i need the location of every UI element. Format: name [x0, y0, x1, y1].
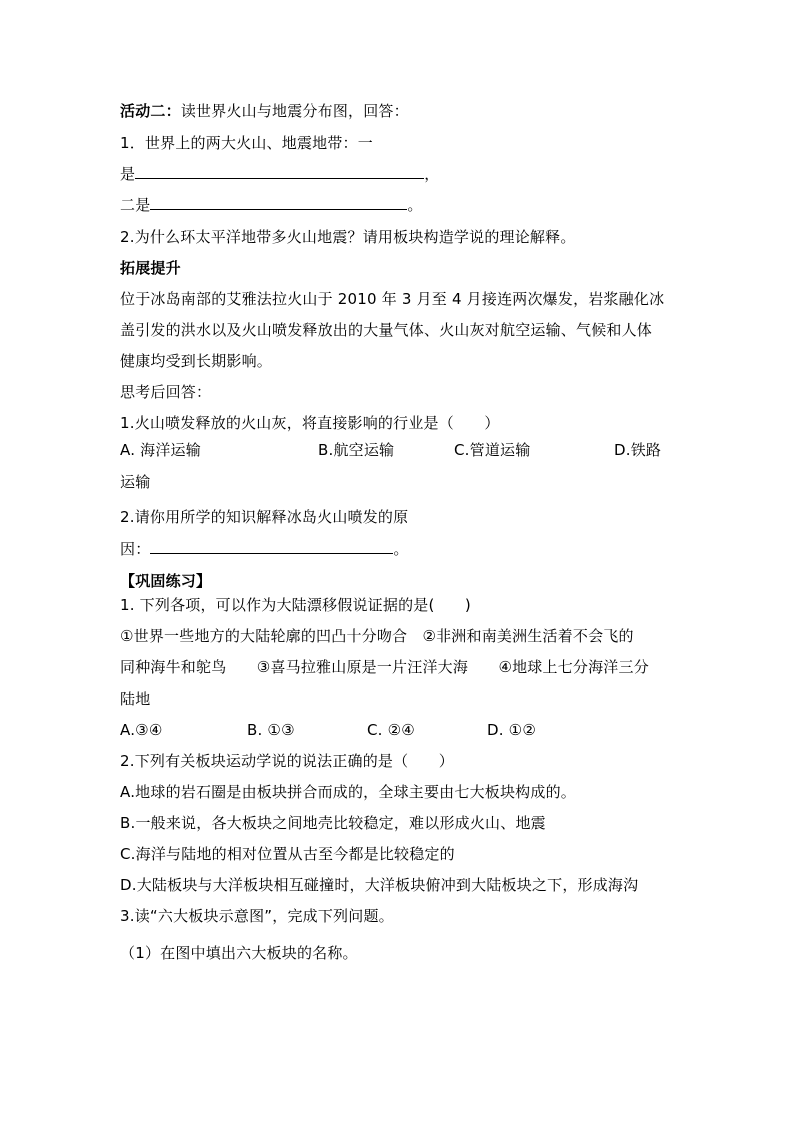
practice-q1-line3: 同种海牛和鸵鸟 ③喜马拉雅山原是一片汪洋大海 ④地球上七分海洋三分 [120, 658, 649, 676]
extension-q2-line2 [120, 539, 409, 559]
option-b: B. ①③ [247, 721, 295, 739]
practice-q2-option-c: C.海洋与陆地的相对位置从古至今都是比较稳定的 [120, 845, 455, 863]
option-d: D.铁路 [614, 441, 662, 459]
option-d: D. ①② [487, 721, 536, 739]
activity2-q1-prefix-2: 二是 [120, 196, 151, 214]
activity2-heading: 活动二： [120, 102, 181, 120]
extension-paragraph-line2: 盖引发的洪水以及火山喷发释放出的大量气体、火山灰对航空运输、气候和人体 [120, 321, 653, 339]
practice-q2-option-a: A.地球的岩石圈是由板块拼合而成的，全球主要由七大板块构成的。 [120, 783, 576, 801]
option-c: C.管道运输 [454, 441, 531, 459]
extension-paragraph-line1: 位于冰岛南部的艾雅法拉火山于 2010 年 3 月至 4 月接连两次爆发，岩浆融化冰 [120, 290, 665, 308]
answer-blank-belt-2[interactable] [150, 195, 407, 210]
extension-q2-suffix: 。 [393, 540, 409, 558]
practice-q3-sub1: （1）在图中填出六大板块的名称。 [120, 944, 358, 962]
option-b: B.航空运输 [318, 441, 395, 459]
activity2-line [120, 101, 409, 121]
extension-q2-prefix: 因： [120, 540, 151, 558]
practice-q2: 2.下列有关板块运动学说的说法正确的是（ ） [120, 752, 454, 770]
activity2-q1-suffix-2: 。 [407, 196, 423, 214]
activity2-q1-line1: 1．世界上的两大火山、地震地带：一 [120, 134, 373, 152]
practice-q2-option-d: D.大陆板块与大洋板块相互碰撞时，大洋板块俯冲到大陆板块之下，形成海沟 [120, 876, 639, 894]
extension-think-label: 思考后回答： [120, 383, 212, 401]
practice-heading: 【巩固练习】 [120, 572, 212, 590]
extension-q1: 1.火山喷发释放的火山灰，将直接影响的行业是（ ） [120, 414, 500, 432]
practice-q3: 3.读“六大板块示意图”，完成下列问题。 [120, 907, 394, 925]
option-a: A. 海洋运输 [120, 441, 201, 459]
activity2-q1-suffix-1: ， [424, 165, 440, 183]
practice-q1-line2: ①世界一些地方的大陆轮廓的凹凸十分吻合 ②非洲和南美洲生活着不会飞的 [120, 627, 634, 645]
activity2-q2: 2.为什么环太平洋地带多火山地震？请用板块构造学说的理论解释。 [120, 228, 576, 246]
practice-q1: 1. 下列各项，可以作为大陆漂移假说证据的是( ) [120, 596, 471, 614]
option-c: C. ②④ [367, 721, 415, 739]
activity2-q1-prefix-1: 是 [120, 165, 136, 183]
extension-q2-line1: 2.请你用所学的知识解释冰岛火山喷发的原 [120, 508, 409, 526]
extension-paragraph-line3: 健康均受到长期影响。 [120, 352, 273, 370]
activity2-prompt: 读世界火山与地震分布图，回答： [180, 102, 409, 120]
option-a: A.③④ [120, 721, 163, 739]
extension-heading: 拓展提升 [120, 259, 181, 277]
answer-blank-cause[interactable] [150, 539, 393, 554]
activity2-q1-line3 [120, 195, 423, 215]
extension-q1-option-d-wrap: 运输 [120, 473, 151, 491]
practice-q2-option-b: B.一般来说，各大板块之间地壳比较稳定，难以形成火山、地震 [120, 814, 546, 832]
activity2-q1-line2 [120, 164, 439, 184]
answer-blank-belt-1[interactable] [135, 164, 424, 179]
practice-q1-line4: 陆地 [120, 690, 151, 708]
